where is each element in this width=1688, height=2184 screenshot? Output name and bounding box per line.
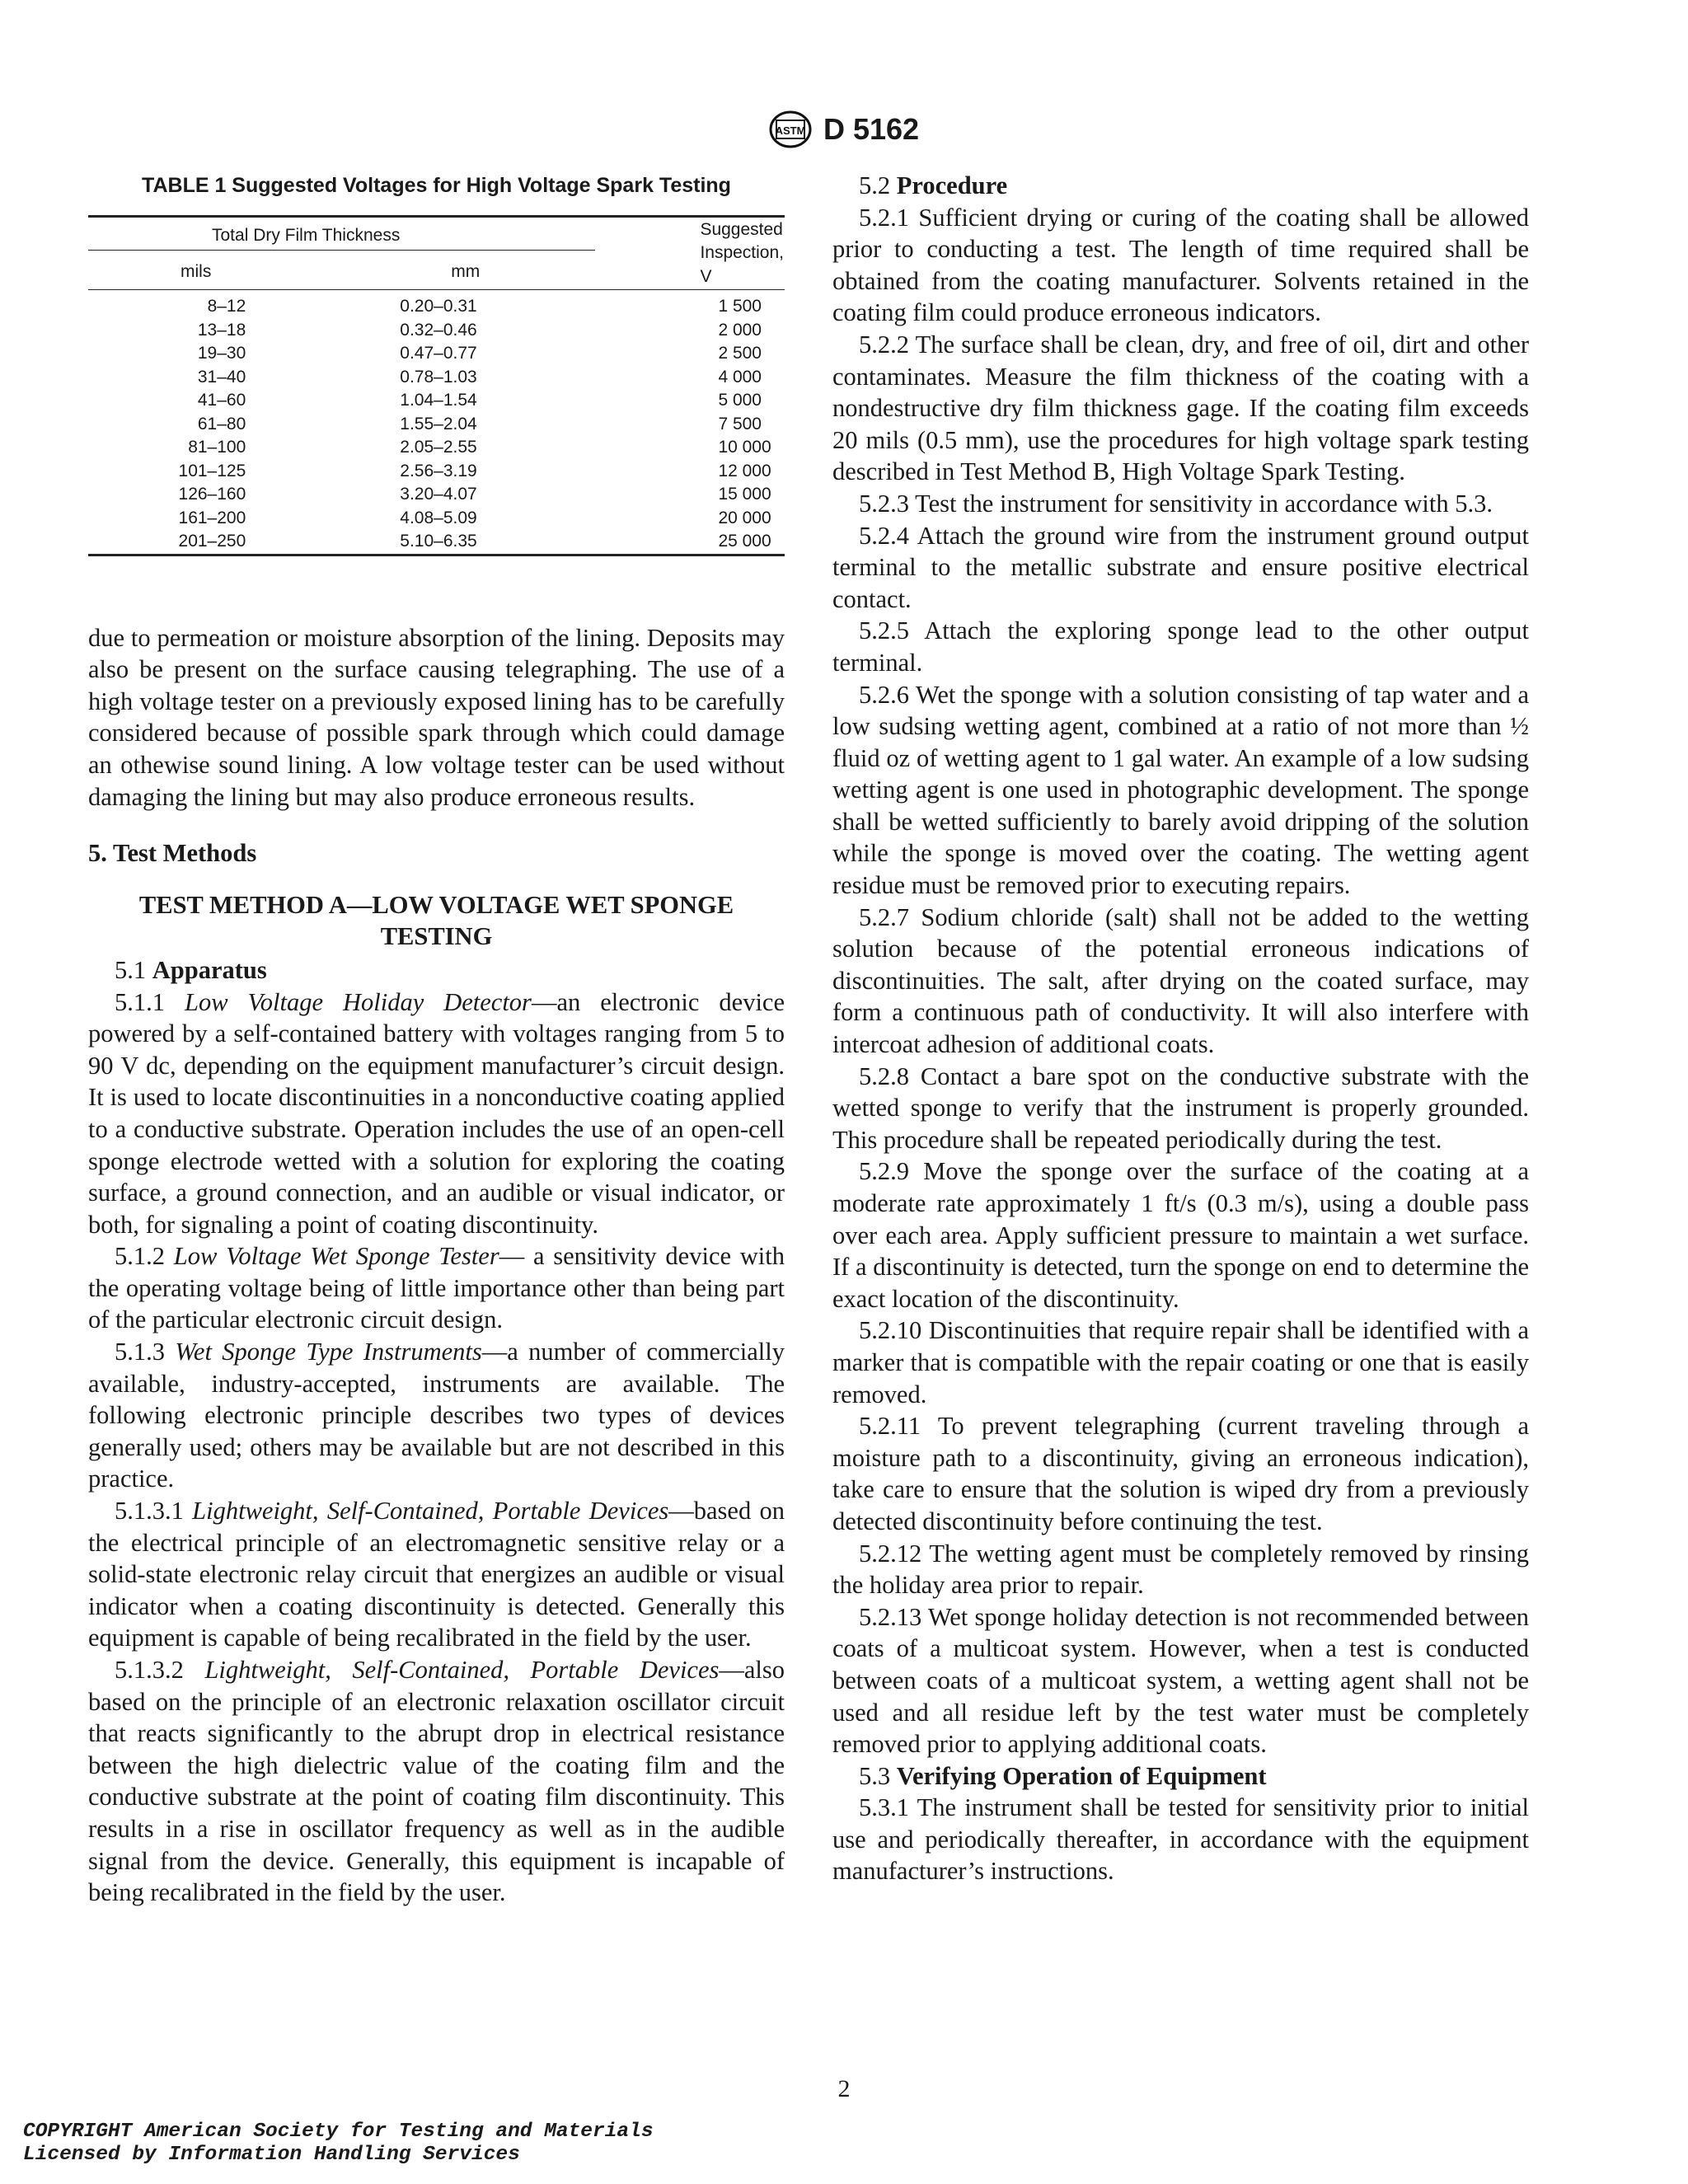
svg-text:ASTM: ASTM [775,124,806,137]
table-row [88,342,785,366]
para-5-2-12: 5.2.12 The wetting agent must be completely removed by rinsing the holiday area prior to repair. [832,1539,1529,1600]
table-cell-mm: 5.10–6.35 [344,530,595,555]
para-5-2-2: 5.2.2 The surface shall be clean, dry, and free of oil, dirt and other contaminates. Measure the film thickness of the coating with a nondestructive dry film thickness gage. If the coating film exceeds 20 mils (0.5 mm), use the procedures for high voltage spark testing described in Test Method B, High Voltage Spark Testing. [832,330,1529,486]
section-5-2-heading: 5.2 Procedure [859,171,1008,199]
table-cell-voltage: 2 000 [718,320,762,340]
table-row [88,530,785,555]
table-group-header: Total Dry Film Thickness [88,216,595,250]
para-5-2-8: 5.2.8 Contact a bare spot on the conductive substrate with the wetted sponge to verify that the instrument is properly grounded. This procedure shall be repeated periodically during the test. [832,1062,1529,1154]
para-5-1-1: 5.1.1 Low Voltage Holiday Detector—an electronic device powered by a self-contained battery with voltages ranging from 5 to 90 V dc, depending on the equipment manufacturer’s circuit design. It is used to locate discontinuities in a nonconductive coating applied to a conductive substrate. Operation includes the use of an open-cell sponge electrode wetted with a solution for exploring the coating surface, a ground connection, and an audible or visual indicator, or both, for signaling a point of coating discontinuity. [88,987,785,1239]
voltage-table [88,215,785,556]
table-cell-mm: 2.05–2.55 [400,438,477,457]
para-5-2-11: 5.2.11 To prevent telegraphing (current traveling through a moisture path to a discontinuity, giving an erroneous indication), take care to ensure that the solution is wiped dry from a previously detected discontinuity before continuing the test. [832,1412,1529,1535]
table-cell-voltage: 1 500 [718,297,762,316]
table-cell-voltage: 10 000 [718,438,771,457]
para-5-1-2: 5.1.2 Low Voltage Wet Sponge Tester— a sensitivity device with the operating voltage being of little importance other than being part of the particular electronic circuit design. [88,1242,785,1334]
para-5-3-1: 5.3.1 The instrument shall be tested for sensitivity prior to initial use and periodically thereafter, in accordance with the equipment manufacturer’s instructions. [832,1793,1529,1886]
table-cell-voltage: 15 000 [718,485,771,504]
section-5-1-heading: 5.1 Apparatus [115,955,267,984]
table-header-mils: mils [88,251,344,290]
para-5-2-3: 5.2.3 Test the instrument for sensitivity in accordance with 5.3. [859,489,1493,518]
para-5-2-10: 5.2.10 Discontinuities that require repair shall be identified with a marker that is compatible with the repair coating or one that is easily removed. [832,1316,1529,1408]
table-cell-mils: 8–12 [207,297,246,316]
para-5-1-3-2: 5.1.3.2 Lightweight, Self-Contained, Portable Devices—also based on the principle of an electronic relaxation oscillator circuit that reacts significantly to the abrupt drop in electrical resistance between the high dielectric value of the coating film and the conductive substrate at the point of coating film discontinuity. This results in a rise in oscillator frequency as well as in the audible signal from the device. Generally, this equipment is incapable of being recalibrated in the field by the user. [88,1656,785,1907]
table-cell-mm: 0.47–0.77 [400,344,477,363]
document-id: D 5162 [823,112,920,146]
table-row [88,413,785,437]
astm-logo-icon [769,110,812,148]
table-row [88,389,785,413]
table-cell-mm: 0.78–1.03 [400,367,477,387]
table-cell-mils: 13–18 [197,320,246,340]
para-5-2-5: 5.2.5 Attach the exploring sponge lead to the other output terminal. [832,616,1529,677]
footer-line-2: Licensed by Information Handling Services [23,2144,520,2166]
para-5-2-6: 5.2.6 Wet the sponge with a solution consisting of tap water and a low sudsing wetting agent, combined at a ratio of not more than ½ fluid oz of wetting agent to 1 gal water. An example of a low sudsing wetting agent is one used in photographic development. The sponge shall be wetted sufficiently to barely avoid dripping of the solution while the sponge is moved over the coating. The wetting agent residue must be removed prior to executing repairs. [832,680,1529,900]
para-5-1-3-1: 5.1.3.1 Lightweight, Self-Contained, Portable Devices—based on the electrical principle of an electromagnetic sensitive relay or a solid-state electronic relay circuit that energizes an audible or visual indicator when a coating discontinuity is detected. Generally this equipment is capable of being recalibrated in the field by the user. [88,1497,785,1652]
para-5-2-1: 5.2.1 Sufficient drying or curing of the coating shall be allowed prior to conducting a test. The length of time required shall be obtained from the coating manufacturer. Solvents retained in the coating film could produce erroneous indicators. [832,203,1529,327]
para-5-2-4: 5.2.4 Attach the ground wire from the instrument ground output terminal to the metallic substrate and ensure positive electrical contact. [832,521,1529,613]
table-cell-mm: 4.08–5.09 [400,508,477,527]
table-cell-mils: 61–80 [197,414,246,434]
table-cell-voltage: 2 500 [718,344,762,363]
table-cell-mils: 31–40 [197,367,246,387]
para-5-2-7: 5.2.7 Sodium chloride (salt) shall not be added to the wetting solution because of the potential erroneous indications of discontinuities. The salt, after drying on the coated surface, may form a continuous path of conductivity. It will also interfere with intercoat adhesion of additional coats. [832,902,1529,1059]
table-cell-mm: 0.32–0.46 [400,320,477,340]
left-column [88,170,785,1909]
table-cell-voltage: 20 000 [718,508,771,527]
table-cell-mm: 2.56–3.19 [400,461,477,480]
table-caption: TABLE 1 Suggested Voltages for High Voltage Spark Testing [142,174,731,197]
table-cell-mm: 1.55–2.04 [400,414,477,434]
table-header-voltage: Suggested Inspection, V [595,216,785,290]
table-cell-voltage: 7 500 [718,414,762,434]
table-row [88,319,785,343]
copyright-footer [23,2121,654,2167]
table-row [88,366,785,390]
test-method-a-heading: TEST METHOD A—LOW VOLTAGE WET SPONGE TESTING [138,890,734,951]
table-row [88,507,785,531]
table-cell-mils: 161–200 [178,508,246,527]
table-row [88,295,785,319]
table-cell-voltage: 4 000 [718,367,762,387]
table-cell-mils: 81–100 [188,438,246,457]
section-5-3-heading: 5.3 Verifying Operation of Equipment [859,1761,1267,1790]
table-row [88,460,785,484]
right-column [832,170,1529,1887]
table-row [88,483,785,507]
section-5-heading: 5. Test Methods [88,839,257,868]
table-cell-mils: 101–125 [178,461,246,480]
continuation-paragraph: due to permeation or moisture absorption of the lining. Deposits may also be present on the surface causing telegraphing. The use of a high voltage tester on a previously exposed lining has to be carefully considered because of possible spark through which could damage an othewise sound lining. A low voltage tester can be used without damaging the lining but may also produce erroneous results. [88,623,785,811]
para-5-1-3: 5.1.3 Wet Sponge Type Instruments—a number of commercially available, industry-accepted, instruments are available. The following electronic principle describes two types of devices generally used; others may be available but are not described in this practice. [88,1338,785,1493]
table-row [88,436,785,460]
table-cell-mm: 3.20–4.07 [400,485,477,504]
table-cell-mils: 41–60 [197,391,246,410]
page-number: 2 [837,2075,851,2102]
table-cell-mils: 126–160 [178,485,246,504]
table-header-mm: mm [344,251,595,290]
footer-line-1: COPYRIGHT American Society for Testing and Materials [23,2121,654,2143]
table-cell-voltage: 12 000 [718,461,771,480]
table-cell-mils: 19–30 [197,344,246,363]
para-5-2-9: 5.2.9 Move the sponge over the surface of the coating at a moderate rate approximately 1 ft/s (0.3 m/s), using a double pass over each area. Apply sufficient pressure to maintain a wet surface. If a discontinuity is detected, turn the sponge on end to determine the exact location of the discontinuity. [832,1157,1529,1313]
table-cell-mm: 1.04–1.54 [400,391,477,410]
table-cell-voltage: 5 000 [718,391,762,410]
table-cell-mm: 0.20–0.31 [400,297,477,316]
page-header [0,110,1688,148]
para-5-2-13: 5.2.13 Wet sponge holiday detection is not recommended between coats of a multicoat system. However, when a test is conducted between coats of a multicoat system, a wetting agent shall not be used and all residue left by the test water must be completely removed prior to applying additional coats. [832,1602,1529,1759]
table-cell-mils: 201–250 [88,530,344,555]
table-cell-voltage: 25 000 [595,530,785,555]
